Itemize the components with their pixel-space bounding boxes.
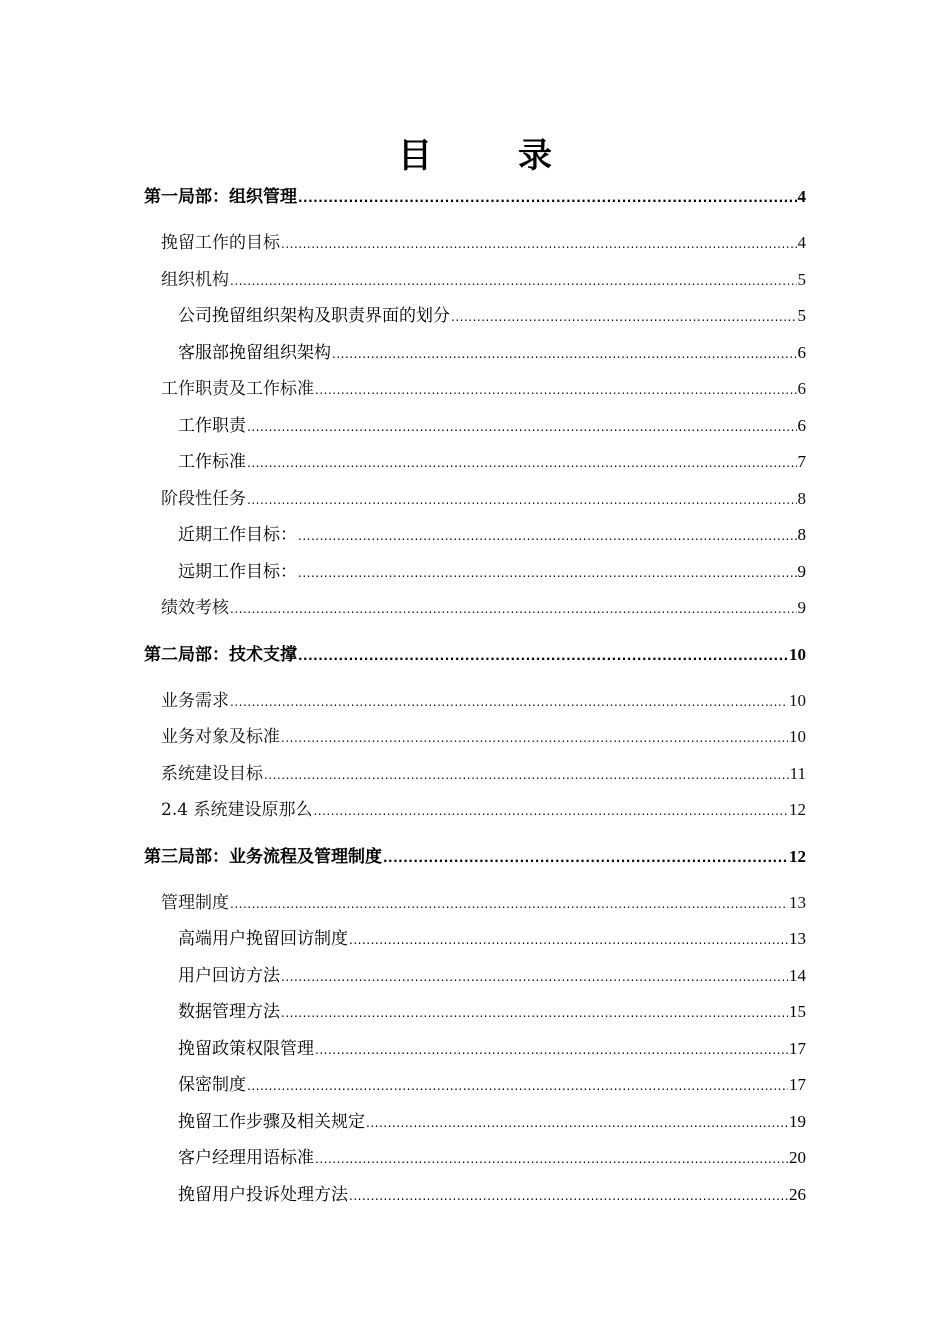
toc-entry[interactable] xyxy=(178,414,806,439)
toc-title: 目 录 xyxy=(398,136,578,176)
toc-entry[interactable] xyxy=(178,1183,806,1208)
toc-entry-page: 10 xyxy=(789,727,806,746)
dot-leader xyxy=(247,488,797,512)
dot-leader xyxy=(230,892,788,916)
dot-leader xyxy=(298,644,788,668)
toc-entry-label: 业务对象及标准 xyxy=(161,727,280,747)
toc-entry-label: 第三局部：业务流程及管理制度 xyxy=(144,847,382,867)
toc-entry-label: 第一局部：组织管理 xyxy=(144,187,297,207)
toc-entry-label: 公司挽留组织架构及职责界面的划分 xyxy=(178,306,450,326)
toc-entry[interactable] xyxy=(178,341,806,366)
dot-leader xyxy=(313,799,788,823)
toc-entry-page: 5 xyxy=(797,306,806,325)
toc-entry-label: 阶段性任务 xyxy=(161,489,246,509)
toc-entry[interactable] xyxy=(161,487,806,512)
toc-entry[interactable] xyxy=(161,377,806,402)
dot-leader xyxy=(298,186,797,210)
toc-entry-page: 5 xyxy=(797,270,806,289)
toc-entry[interactable] xyxy=(178,1037,806,1062)
toc-entry-label: 远期工作目标： xyxy=(178,562,297,582)
toc-entry[interactable] xyxy=(161,231,806,256)
toc-entry[interactable] xyxy=(161,596,806,621)
toc-entry[interactable] xyxy=(161,689,806,714)
toc-entry-page: 20 xyxy=(789,1148,806,1167)
toc-entry[interactable] xyxy=(178,927,806,952)
toc-entry-page: 4 xyxy=(797,233,806,252)
toc-entry-page: 17 xyxy=(789,1075,806,1094)
dot-leader xyxy=(281,965,788,989)
toc-entry-label: 2.4 系统建设原那么 xyxy=(161,800,313,820)
dot-leader xyxy=(281,1001,788,1025)
toc-entry-page: 6 xyxy=(797,343,806,362)
toc-entry-page: 13 xyxy=(789,929,806,948)
toc-entry-label: 高端用户挽留回访制度 xyxy=(178,929,348,949)
toc-entry[interactable] xyxy=(161,762,806,787)
dot-leader xyxy=(315,1147,788,1171)
dot-leader xyxy=(281,232,797,256)
dot-leader xyxy=(332,342,797,366)
toc-entry-label: 工作职责及工作标准 xyxy=(161,379,314,399)
toc-entry-page: 19 xyxy=(789,1112,806,1131)
toc-entry-page: 8 xyxy=(797,489,806,508)
dot-leader xyxy=(230,597,797,621)
toc-entry[interactable] xyxy=(178,1146,806,1171)
toc-entry-part-3[interactable] xyxy=(144,845,806,870)
toc-entry-page: 4 xyxy=(797,187,806,206)
toc-entry-page: 14 xyxy=(789,966,806,985)
toc-entry[interactable] xyxy=(178,523,806,548)
dot-leader xyxy=(366,1111,788,1135)
dot-leader xyxy=(298,561,797,585)
toc-entry-part-2[interactable] xyxy=(144,643,806,668)
dot-leader xyxy=(315,378,797,402)
toc-entry-label: 组织机构 xyxy=(161,270,229,290)
dot-leader xyxy=(247,1074,788,1098)
toc-entry-label: 挽留用户投诉处理方法 xyxy=(178,1185,348,1205)
toc-entry-page: 10 xyxy=(789,645,806,664)
dot-leader xyxy=(315,1038,788,1062)
toc-entry-label: 数据管理方法 xyxy=(178,1002,280,1022)
toc-entry-page: 15 xyxy=(789,1002,806,1021)
dot-leader xyxy=(264,763,789,787)
toc-entry-label: 保密制度 xyxy=(178,1075,246,1095)
toc-entry[interactable] xyxy=(178,964,806,989)
toc-entry[interactable] xyxy=(178,304,806,329)
toc-entry[interactable] xyxy=(178,450,806,475)
toc-entry-page: 10 xyxy=(789,691,806,710)
toc-entry-page: 6 xyxy=(797,416,806,435)
toc-entry-label: 业务需求 xyxy=(161,691,229,711)
toc-entry[interactable] xyxy=(178,560,806,585)
toc-entry-page: 9 xyxy=(797,598,806,617)
toc-entry-page: 13 xyxy=(789,893,806,912)
toc-entry-label: 工作职责 xyxy=(178,416,246,436)
toc-entry[interactable] xyxy=(178,1000,806,1025)
toc-entry-page: 7 xyxy=(797,452,806,471)
dot-leader xyxy=(383,846,788,870)
toc-entry-label: 工作标准 xyxy=(178,452,246,472)
toc-entry-label: 管理制度 xyxy=(161,893,229,913)
toc-entry[interactable] xyxy=(161,725,806,750)
toc-entry-page: 9 xyxy=(797,562,806,581)
toc-entry[interactable] xyxy=(178,1073,806,1098)
toc-entry[interactable] xyxy=(161,798,806,823)
toc-entry-page: 6 xyxy=(797,379,806,398)
toc-entry-label: 系统建设目标 xyxy=(161,764,263,784)
dot-leader xyxy=(349,928,788,952)
toc-entry-label: 绩效考核 xyxy=(161,598,229,618)
dot-leader xyxy=(230,690,788,714)
toc-entry-page: 26 xyxy=(789,1185,806,1204)
toc-entry-page: 11 xyxy=(789,764,806,783)
dot-leader xyxy=(247,415,797,439)
dot-leader xyxy=(451,305,797,329)
toc-entry-page: 8 xyxy=(797,525,806,544)
dot-leader xyxy=(298,524,797,548)
toc-entry-page: 17 xyxy=(789,1039,806,1058)
toc-entry-page: 12 xyxy=(789,847,806,866)
dot-leader xyxy=(349,1184,788,1208)
toc-entry-part-1[interactable] xyxy=(144,185,806,210)
toc-entry-page: 12 xyxy=(789,800,806,819)
toc-entry-label: 近期工作目标： xyxy=(178,525,297,545)
toc-entry-label: 挽留工作步骤及相关规定 xyxy=(178,1112,365,1132)
toc-entry-label: 挽留工作的目标 xyxy=(161,233,280,253)
dot-leader xyxy=(230,269,797,293)
toc-entry-label: 客服部挽留组织架构 xyxy=(178,343,331,363)
toc-entry-label: 第二局部：技术支撑 xyxy=(144,645,297,665)
toc-entry-label: 客户经理用语标准 xyxy=(178,1148,314,1168)
dot-leader xyxy=(247,451,797,475)
toc-entry[interactable] xyxy=(161,268,806,293)
toc-entry-label: 挽留政策权限管理 xyxy=(178,1039,314,1059)
toc-entry[interactable] xyxy=(178,1110,806,1135)
toc-entry[interactable] xyxy=(161,891,806,916)
dot-leader xyxy=(281,726,788,750)
toc-entry-label: 用户回访方法 xyxy=(178,966,280,986)
